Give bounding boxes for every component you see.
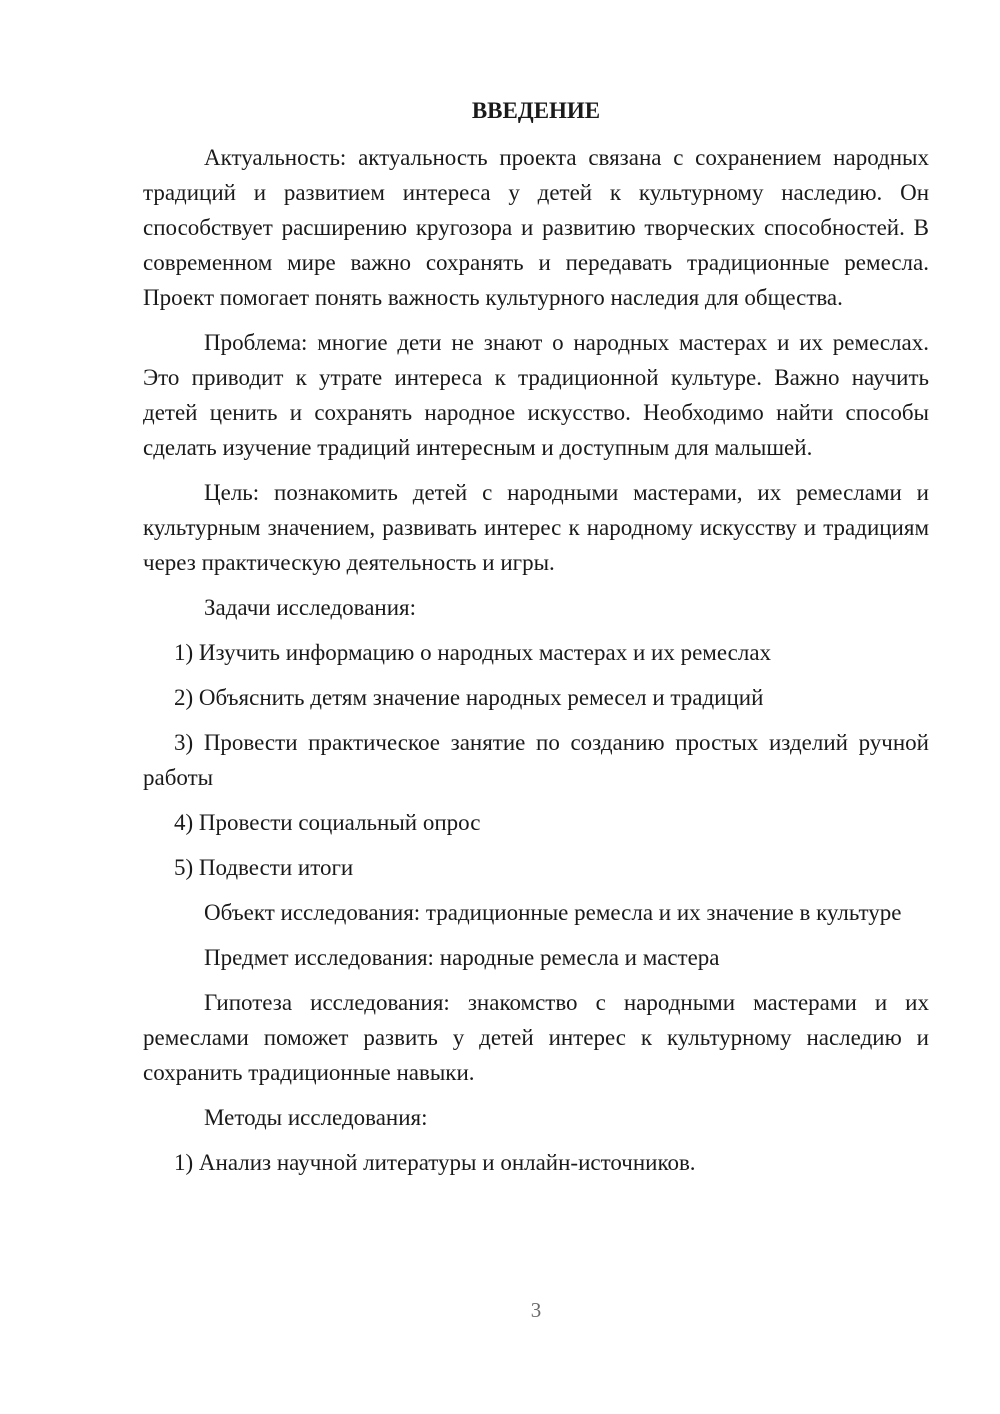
relevance-paragraph: Актуальность: актуальность проекта связана с сохранением народных традиций и развитием интереса у детей к культурному наследию. Он способствует расширению кругозора и развитию творческих способностей. В современном мире важно сохранять и передавать традиционные ремесла. Проект помогает понять важность культурного наследия для общества. (143, 145, 929, 310)
methods-label: Методы исследования: (204, 1105, 428, 1130)
hypothesis-paragraph: Гипотеза исследования: знакомство с народными мастерами и их ремеслами поможет развить у детей интерес к культурному наследию и сохранить традиционные навыки. (143, 990, 929, 1085)
page-number: 3 (530, 1298, 542, 1322)
task-item-1: 1) Изучить информацию о народных мастерах и их ремеслах (174, 640, 772, 665)
goal-paragraph: Цель: познакомить детей с народными мастерами, их ремеслами и культурным значением, развивать интерес к народному искусству и традициям через практическую деятельность и игры. (143, 480, 929, 575)
object-paragraph: Объект исследования: традиционные ремесла и их значение в культуре (204, 900, 902, 925)
task-item-4: 4) Провести социальный опрос (174, 810, 481, 835)
task-item-3: 3) Провести практическое занятие по созданию простых изделий ручной работы (143, 730, 929, 790)
tasks-label: Задачи исследования: (204, 595, 417, 620)
section-heading: ВВЕДЕНИЕ (471, 98, 601, 123)
task-item-5: 5) Подвести итоги (174, 855, 354, 880)
task-item-2: 2) Объяснить детям значение народных ремесел и традиций (174, 685, 764, 710)
subject-paragraph: Предмет исследования: народные ремесла и мастера (204, 945, 720, 970)
method-item-1: 1) Анализ научной литературы и онлайн-источников. (174, 1150, 696, 1175)
problem-paragraph: Проблема: многие дети не знают о народных мастерах и их ремеслах. Это приводит к утрате интереса к традиционной культуре. Важно научить детей ценить и сохранять народное искусство. Необходимо найти способы сделать изучение традиций интересным и доступным для малышей. (143, 330, 929, 460)
page-content (143, 96, 929, 1190)
